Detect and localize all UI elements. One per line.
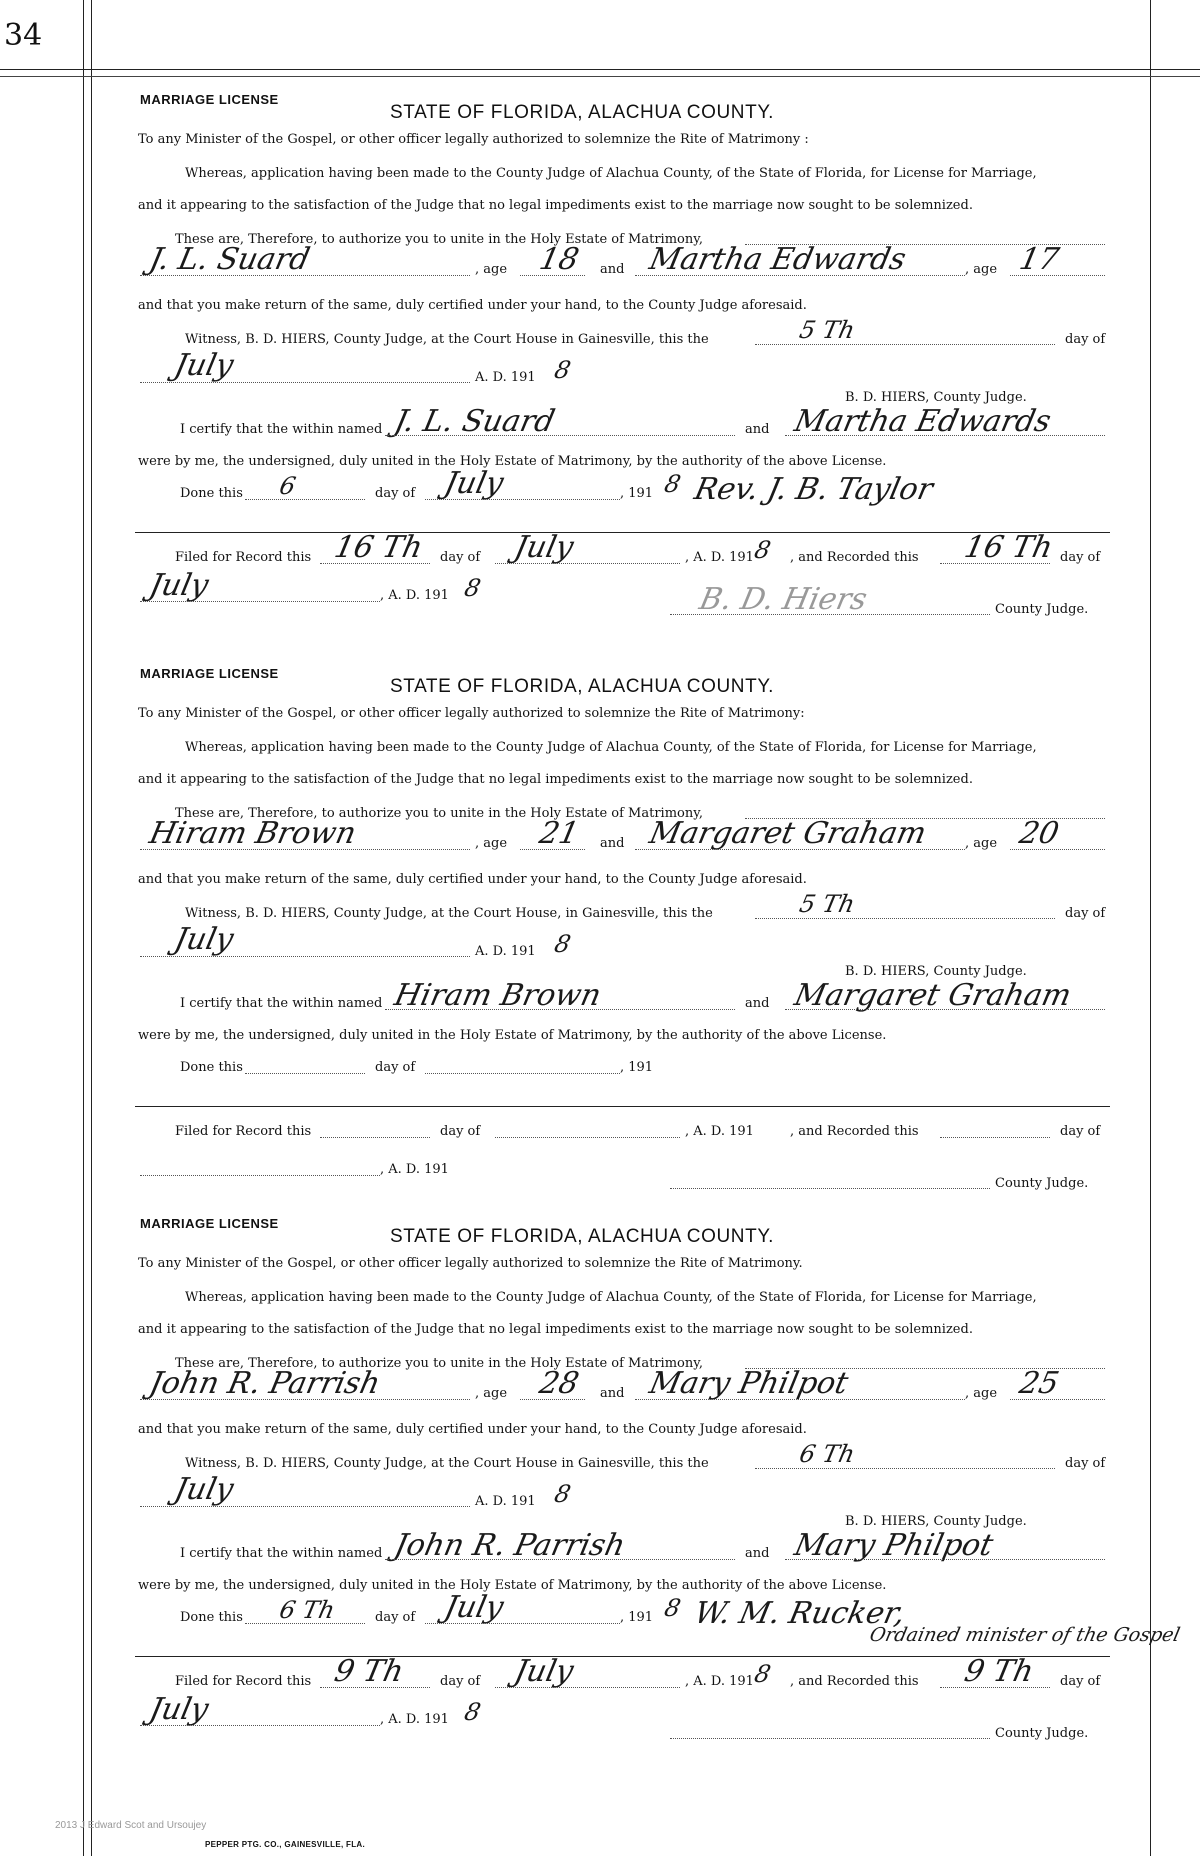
top-rule [0, 69, 1200, 70]
left-margin-rule-inner [91, 0, 92, 1856]
done-day-of-label: day of [375, 1060, 416, 1075]
license-label: MARRIAGE LICENSE [140, 666, 279, 681]
filed-month: July [511, 530, 577, 565]
groom-name: Hiram Brown [146, 816, 360, 851]
county-judge-label: County Judge. [995, 1726, 1089, 1741]
section-divider [135, 1656, 1110, 1657]
done-day: 6 [277, 472, 299, 500]
address-line: To any Minister of the Gospel, or other officer legally authorized to solemnize the Rite of Matrimony: [138, 706, 805, 721]
witness-day: 5 Th [797, 890, 858, 918]
watermark: 2013 J Edward Scot and Ursoujey [55, 1820, 207, 1831]
recorded-ad-label: , A. D. 191 [380, 1162, 449, 1177]
bride-name: Mary Philpot [646, 1366, 852, 1401]
license-label: MARRIAGE LICENSE [140, 1216, 279, 1231]
cert-groom-name: Hiram Brown [391, 978, 605, 1013]
ad-label: A. D. 191 [475, 370, 536, 385]
witness-month: July [171, 1472, 237, 1507]
bride-age: 25 [1016, 1366, 1062, 1401]
whereas-line: Whereas, application having been made to the County Judge of Alachua County, of the State of Florida, for License for Marriage, [185, 740, 1037, 755]
recorded-day: 16 Th [961, 530, 1056, 565]
filed-year: 8 [752, 1660, 774, 1688]
recorded-day-of-label: day of [1060, 1124, 1101, 1139]
page-number: 34 [4, 18, 43, 53]
filed-label: Filed for Record this [175, 1674, 312, 1689]
and-label-2: and [745, 996, 770, 1011]
day-of-label: day of [1065, 332, 1106, 347]
judge-signature: B. D. HIERS, County Judge. [845, 1514, 1027, 1529]
day-of-label: day of [1065, 906, 1106, 921]
day-of-label: day of [1065, 1456, 1106, 1471]
done-year: 8 [662, 470, 684, 498]
age-label: , age [475, 836, 508, 851]
done-day: 6 Th [277, 1596, 338, 1624]
recorded-ad-label: , A. D. 191 [380, 1712, 449, 1727]
witness-line: Witness, B. D. HIERS, County Judge, at the Court House in Gainesville, this the [185, 332, 709, 347]
filed-ad-label: , A. D. 191 [685, 1124, 754, 1139]
return-line: and that you make return of the same, duly certified under your hand, to the County Judge aforesaid. [138, 1422, 807, 1437]
and-label-2: and [745, 1546, 770, 1561]
cert-groom-name: John R. Parrish [391, 1528, 629, 1563]
whereas-line: Whereas, application having been made to the County Judge of Alachua County, of the State of Florida, for License for Marriage, [185, 166, 1037, 181]
groom-name: J. L. Suard [146, 242, 313, 277]
clerk-signature: B. D. Hiers [696, 582, 871, 617]
appearing-line: and it appearing to the satisfaction of the Judge that no legal impediments exist to the marriage now sought to be solemnized. [138, 198, 973, 213]
recorded-month: July [146, 1692, 212, 1727]
county-judge-label: County Judge. [995, 602, 1089, 617]
and-label-2: and [745, 422, 770, 437]
recorded-year: 8 [462, 574, 484, 602]
authorize-line: These are, Therefore, to authorize you to unite in the Holy Estate of Matrimony, [175, 1356, 703, 1371]
recorded-month: July [146, 568, 212, 603]
done-month: July [441, 1590, 507, 1625]
done-year-label: , 191 [620, 486, 654, 501]
authorize-line: These are, Therefore, to authorize you to unite in the Holy Estate of Matrimony, [175, 806, 703, 821]
witness-year: 8 [552, 1480, 574, 1508]
filed-label: Filed for Record this [175, 1124, 312, 1139]
and-label: and [600, 1386, 625, 1401]
bride-age: 20 [1016, 816, 1062, 851]
right-margin-rule [1150, 0, 1151, 1856]
judge-signature: B. D. HIERS, County Judge. [845, 964, 1027, 979]
cert-groom-name: J. L. Suard [391, 404, 558, 439]
age-label: , age [475, 1386, 508, 1401]
groom-age: 21 [536, 816, 582, 851]
section-divider [135, 1106, 1110, 1107]
filed-day-of-label: day of [440, 550, 481, 565]
address-line: To any Minister of the Gospel, or other officer legally authorized to solemnize the Rite of Matrimony. [138, 1256, 803, 1271]
done-label: Done this [180, 1610, 243, 1625]
done-label: Done this [180, 486, 243, 501]
done-year-label: , 191 [620, 1610, 654, 1625]
certify-label: I certify that the within named [180, 1546, 383, 1561]
and-label: and [600, 262, 625, 277]
groom-age: 28 [536, 1366, 582, 1401]
done-day-of-label: day of [375, 1610, 416, 1625]
filed-day: 9 Th [331, 1654, 407, 1689]
done-year: 8 [662, 1594, 684, 1622]
united-line: were by me, the undersigned, duly united in the Holy Estate of Matrimony, by the authority of the above License. [138, 1578, 887, 1593]
groom-age: 18 [536, 242, 582, 277]
witness-day: 6 Th [797, 1440, 858, 1468]
done-month: July [441, 466, 507, 501]
groom-name: John R. Parrish [146, 1366, 384, 1401]
cert-bride-name: Margaret Graham [791, 978, 1075, 1013]
appearing-line: and it appearing to the satisfaction of the Judge that no legal impediments exist to the marriage now sought to be solemnized. [138, 1322, 973, 1337]
officiant-signature: Rev. J. B. Taylor [691, 472, 936, 507]
done-day-of-label: day of [375, 486, 416, 501]
license-title: STATE OF FLORIDA, ALACHUA COUNTY. [390, 1226, 775, 1247]
license-title: STATE OF FLORIDA, ALACHUA COUNTY. [390, 676, 775, 697]
certify-label: I certify that the within named [180, 996, 383, 1011]
recorded-day-of-label: day of [1060, 550, 1101, 565]
return-line: and that you make return of the same, duly certified under your hand, to the County Judge aforesaid. [138, 298, 807, 313]
officiant-title: Ordained minister of the Gospel [867, 1624, 1182, 1646]
left-margin-rule [83, 0, 84, 1856]
ad-label: A. D. 191 [475, 944, 536, 959]
recorded-day-of-label: day of [1060, 1674, 1101, 1689]
witness-day: 5 Th [797, 316, 858, 344]
recorded-day: 9 Th [961, 1654, 1037, 1689]
cert-bride-name: Martha Edwards [791, 404, 1055, 439]
license-label: MARRIAGE LICENSE [140, 92, 279, 107]
witness-line: Witness, B. D. HIERS, County Judge, at the Court House, in Gainesville, this the [185, 906, 713, 921]
united-line: were by me, the undersigned, duly united in the Holy Estate of Matrimony, by the authority of the above License. [138, 1028, 887, 1043]
age-label-2: , age [965, 836, 998, 851]
filed-label: Filed for Record this [175, 550, 312, 565]
bride-name: Martha Edwards [646, 242, 910, 277]
printer-credit: PEPPER PTG. CO., GAINESVILLE, FLA. [205, 1840, 365, 1849]
witness-year: 8 [552, 930, 574, 958]
filed-day-of-label: day of [440, 1674, 481, 1689]
certify-label: I certify that the within named [180, 422, 383, 437]
united-line: were by me, the undersigned, duly united in the Holy Estate of Matrimony, by the authority of the above License. [138, 454, 887, 469]
appearing-line: and it appearing to the satisfaction of the Judge that no legal impediments exist to the marriage now sought to be solemnized. [138, 772, 973, 787]
recorded-label: , and Recorded this [790, 550, 919, 565]
witness-month: July [171, 922, 237, 957]
filed-ad-label: , A. D. 191 [685, 1674, 754, 1689]
age-label: , age [475, 262, 508, 277]
done-label: Done this [180, 1060, 243, 1075]
filed-day-of-label: day of [440, 1124, 481, 1139]
return-line: and that you make return of the same, duly certified under your hand, to the County Judge aforesaid. [138, 872, 807, 887]
recorded-ad-label: , A. D. 191 [380, 588, 449, 603]
recorded-label: , and Recorded this [790, 1674, 919, 1689]
section-divider [135, 532, 1110, 533]
cert-bride-name: Mary Philpot [791, 1528, 997, 1563]
filed-month: July [511, 1654, 577, 1689]
witness-line: Witness, B. D. HIERS, County Judge, at the Court House in Gainesville, this the [185, 1456, 709, 1471]
bride-name: Margaret Graham [646, 816, 930, 851]
filed-year: 8 [752, 536, 774, 564]
witness-year: 8 [552, 356, 574, 384]
bride-age: 17 [1016, 242, 1062, 277]
whereas-line: Whereas, application having been made to the County Judge of Alachua County, of the State of Florida, for License for Marriage, [185, 1290, 1037, 1305]
filed-day: 16 Th [331, 530, 426, 565]
witness-month: July [171, 348, 237, 383]
ad-label: A. D. 191 [475, 1494, 536, 1509]
and-label: and [600, 836, 625, 851]
recorded-year: 8 [462, 1698, 484, 1726]
age-label-2: , age [965, 1386, 998, 1401]
authorize-line: These are, Therefore, to authorize you to unite in the Holy Estate of Matrimony, [175, 232, 703, 247]
county-judge-label: County Judge. [995, 1176, 1089, 1191]
recorded-label: , and Recorded this [790, 1124, 919, 1139]
filed-ad-label: , A. D. 191 [685, 550, 754, 565]
license-title: STATE OF FLORIDA, ALACHUA COUNTY. [390, 102, 775, 123]
judge-signature: B. D. HIERS, County Judge. [845, 390, 1027, 405]
age-label-2: , age [965, 262, 998, 277]
officiant-signature: W. M. Rucker, [691, 1596, 909, 1631]
address-line: To any Minister of the Gospel, or other officer legally authorized to solemnize the Rite of Matrimony : [138, 132, 809, 147]
top-rule-inner [0, 76, 1200, 77]
done-year-label: , 191 [620, 1060, 654, 1075]
